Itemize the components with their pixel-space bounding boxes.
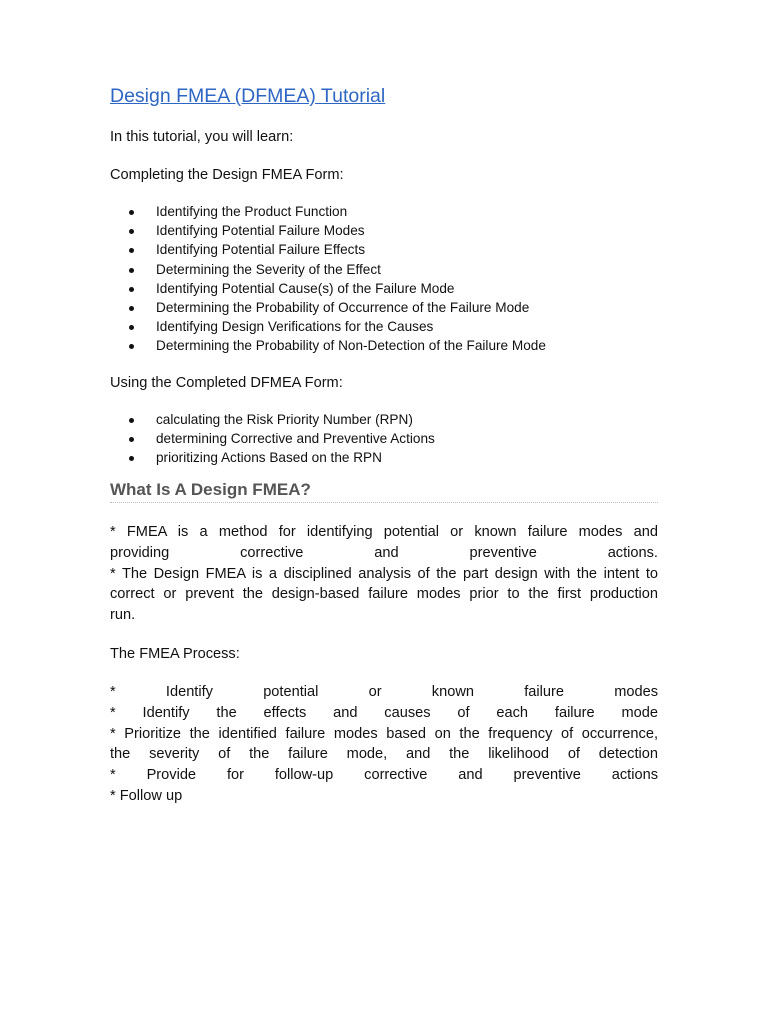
list-item: Determining the Probability of Occurrence of the Failure Mode — [110, 298, 658, 317]
paragraph-line: * Identify the effects and causes of each failure mode — [110, 704, 658, 721]
paragraph-line: providing corrective and preventive actions. — [110, 544, 658, 561]
intro-text: In this tutorial, you will learn: — [110, 129, 294, 145]
process-label: The FMEA Process: — [110, 646, 240, 662]
section-heading: What Is A Design FMEA? — [110, 480, 658, 503]
paragraph-line: * FMEA is a method for identifying potential or known failure modes and — [110, 524, 658, 540]
list-item: prioritizing Actions Based on the RPN — [110, 448, 658, 467]
definition-paragraph — [110, 522, 658, 626]
list-item: Identifying Potential Failure Modes — [110, 221, 658, 240]
list-item: Identifying Potential Failure Effects — [110, 240, 658, 259]
paragraph-line: * Provide for follow-up corrective and preventive actions — [110, 767, 658, 784]
section1-list — [110, 202, 658, 356]
section1-label: Completing the Design FMEA Form: — [110, 167, 344, 183]
list-item: calculating the Risk Priority Number (RPN) — [110, 410, 658, 429]
list-item: Determining the Severity of the Effect — [110, 260, 658, 279]
paragraph-line: * The Design FMEA is a disciplined analysis of the part design with the intent to — [110, 565, 658, 582]
process-paragraph — [110, 682, 658, 807]
page-title-link[interactable]: Design FMEA (DFMEA) Tutorial — [110, 85, 386, 107]
paragraph-line: * Follow up — [110, 787, 183, 804]
section2-list — [110, 410, 658, 468]
paragraph-line: * Prioritize the identified failure modes based on the frequency of occurrence, — [110, 725, 658, 742]
section2-label: Using the Completed DFMEA Form: — [110, 375, 343, 391]
paragraph-line: * Identify potential or known failure modes — [110, 684, 658, 700]
paragraph-line: the severity of the failure mode, and the likelihood of detection — [110, 746, 658, 763]
list-item: Identifying the Product Function — [110, 202, 658, 221]
list-item: Determining the Probability of Non-Detection of the Failure Mode — [110, 336, 658, 355]
paragraph-line: correct or prevent the design-based failure modes prior to the first production — [110, 586, 658, 603]
list-item: determining Corrective and Preventive Actions — [110, 429, 658, 448]
list-item: Identifying Potential Cause(s) of the Failure Mode — [110, 279, 658, 298]
list-item: Identifying Design Verifications for the Causes — [110, 317, 658, 336]
paragraph-line: run. — [110, 607, 136, 624]
